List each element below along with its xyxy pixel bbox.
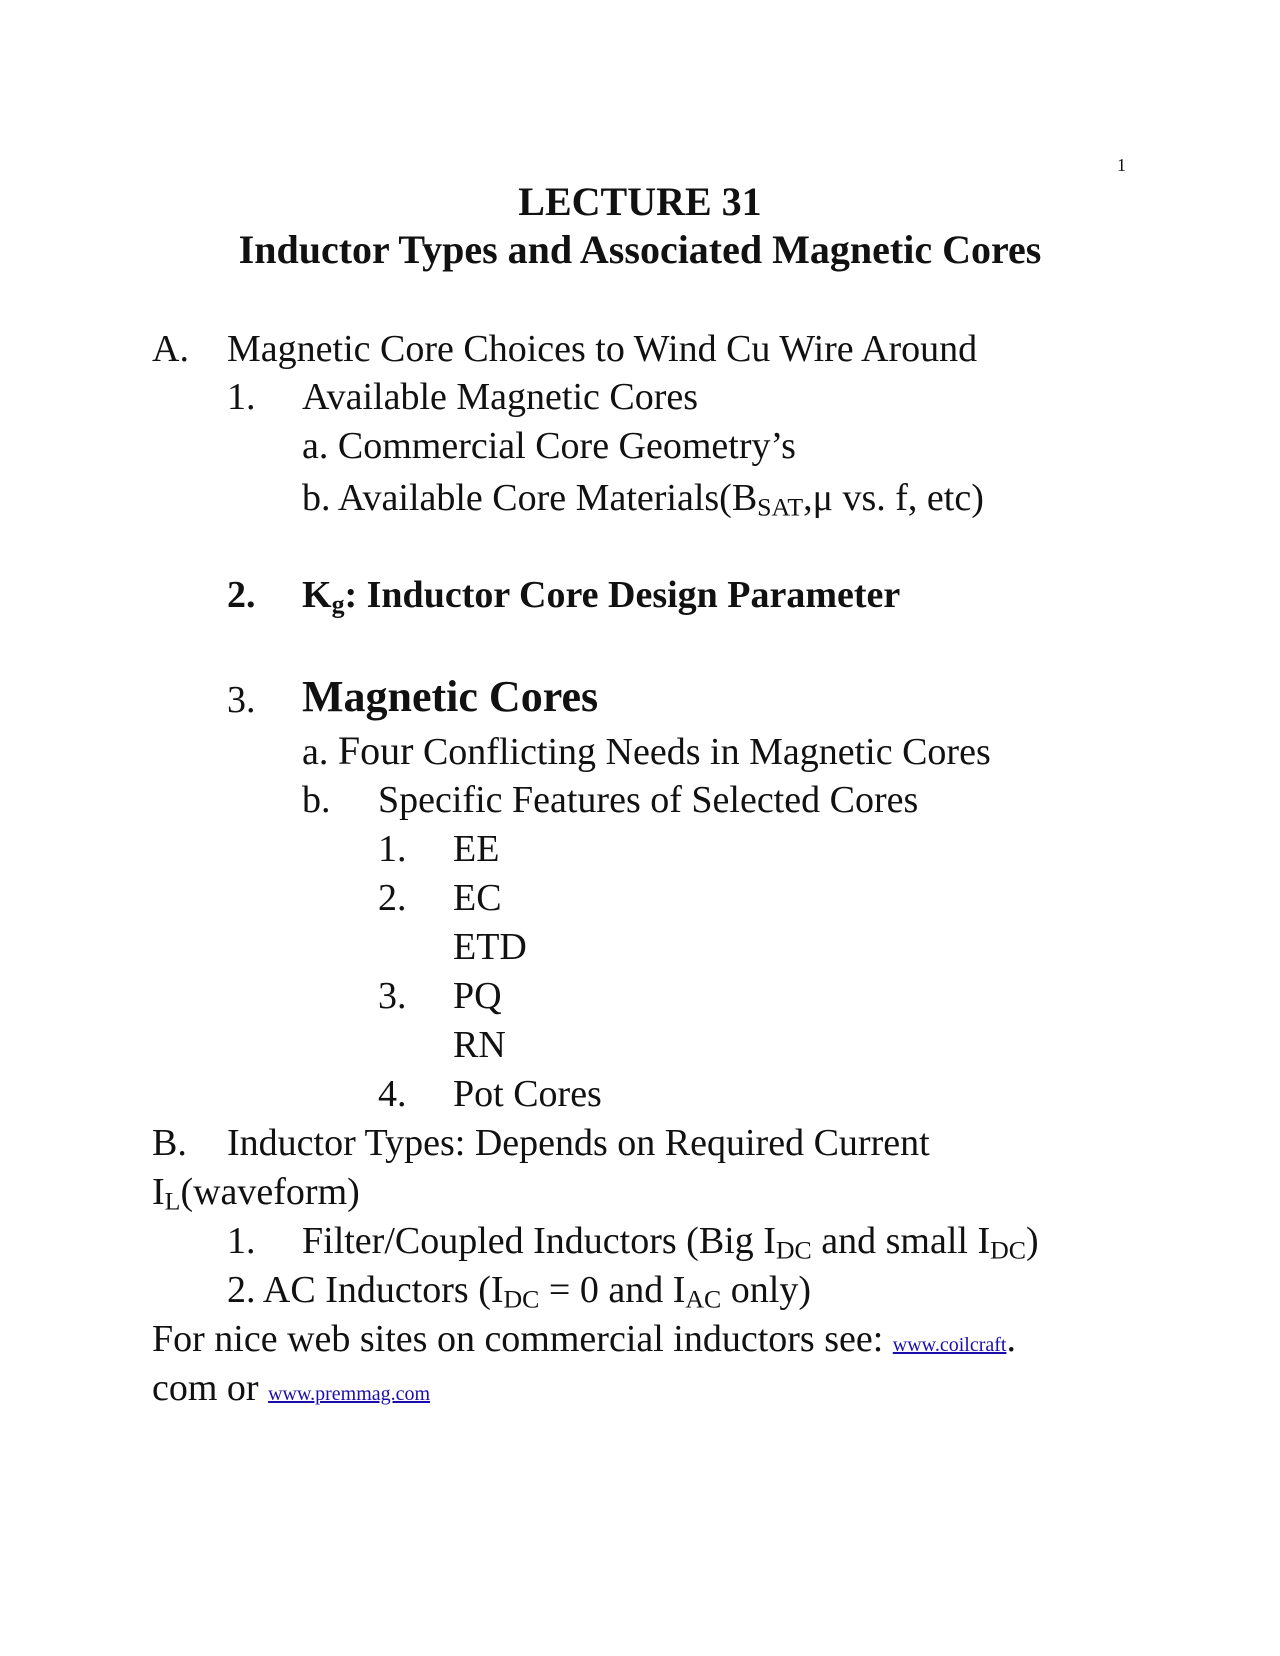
core-number-4: 4. (378, 1073, 407, 1115)
item-a2-text: : Inductor Core Design Parameter (344, 574, 901, 616)
item-a3-a-marker: a. (302, 731, 329, 773)
item-b1-s2: DC (990, 1235, 1027, 1265)
core-pq: PQ (453, 975, 502, 1017)
core-ee: EE (453, 828, 500, 870)
item-a3-label: Magnetic Cores (302, 672, 599, 721)
section-b-heading: Inductor Types: Depends on Required Current (227, 1122, 930, 1164)
section-a-heading: Magnetic Core Choices to Wind Cu Wire Around (227, 328, 978, 370)
item-b1-t2: and small I (811, 1220, 991, 1262)
item-a1-label: Available Magnetic Cores (302, 376, 699, 418)
item-a2-number: 2. (227, 574, 256, 616)
core-etd: ETD (453, 926, 527, 968)
core-number-1: 1. (378, 828, 407, 870)
item-a1-b (302, 477, 984, 522)
item-b2-s2: AC (685, 1284, 722, 1314)
item-a1-number: 1. (227, 376, 256, 418)
item-a3-b-label: Specific Features of Selected Cores (378, 779, 919, 821)
kg-sub: g (331, 589, 345, 619)
coilcraft-link[interactable]: www.coilcraft (892, 1334, 1007, 1356)
core-pot: Pot Cores (453, 1073, 602, 1115)
footer-text-1: For nice web sites on commercial inductors see: (152, 1318, 893, 1360)
item-b1-t3: ) (1026, 1220, 1039, 1262)
item-a2-label (302, 574, 901, 619)
item-a1-a: a. Commercial Core Geometry’s (302, 425, 796, 467)
kg-symbol: K (302, 574, 332, 616)
item-a3-number: 3. (227, 679, 256, 721)
premmag-link[interactable]: www.premmag.com (268, 1383, 431, 1405)
item-b2-t1: 2. AC Inductors (I (227, 1269, 504, 1311)
il-symbol: I (152, 1171, 165, 1213)
item-b1-s1: DC (775, 1235, 812, 1265)
il-sub: L (164, 1186, 181, 1216)
item-b1-label (302, 1220, 1039, 1265)
section-a-marker: A. (152, 328, 189, 370)
lecture-title: LECTURE 31 (518, 179, 762, 224)
item-a3-a-word: Four (337, 728, 414, 773)
item-a3-a (302, 728, 991, 773)
footer-line-2 (152, 1369, 430, 1407)
item-a3-a-rest: Conflicting Needs in Magnetic Cores (422, 731, 991, 773)
item-a3-b-marker: b. (302, 779, 331, 821)
lecture-subtitle: Inductor Types and Associated Magnetic Cores (238, 227, 1042, 272)
page-number: 1 (1117, 155, 1126, 175)
item-b1-number: 1. (227, 1220, 256, 1262)
core-number-3: 3. (378, 975, 407, 1017)
item-b2 (227, 1269, 811, 1314)
footer-text-2: com or (152, 1367, 269, 1409)
section-b-marker: B. (152, 1122, 187, 1164)
core-number-2: 2. (378, 877, 407, 919)
footer-dot: . (1006, 1318, 1016, 1360)
item-b1-t1: Filter/Coupled Inductors (Big I (302, 1220, 776, 1262)
core-rn: RN (453, 1024, 506, 1066)
core-ec: EC (453, 877, 502, 919)
il-rest: (waveform) (180, 1171, 360, 1213)
footer-line-1 (152, 1320, 1016, 1358)
item-b2-s1: DC (503, 1284, 540, 1314)
section-b-continuation (152, 1171, 360, 1216)
item-a1-b-text: b. Available Core Materials(B (302, 477, 758, 519)
item-a1-b-sub: SAT (757, 492, 804, 522)
item-a1-b-rest: ,μ vs. f, etc) (803, 477, 984, 519)
item-b2-t3: only) (721, 1269, 811, 1311)
item-b2-t2: = 0 and I (539, 1269, 686, 1311)
